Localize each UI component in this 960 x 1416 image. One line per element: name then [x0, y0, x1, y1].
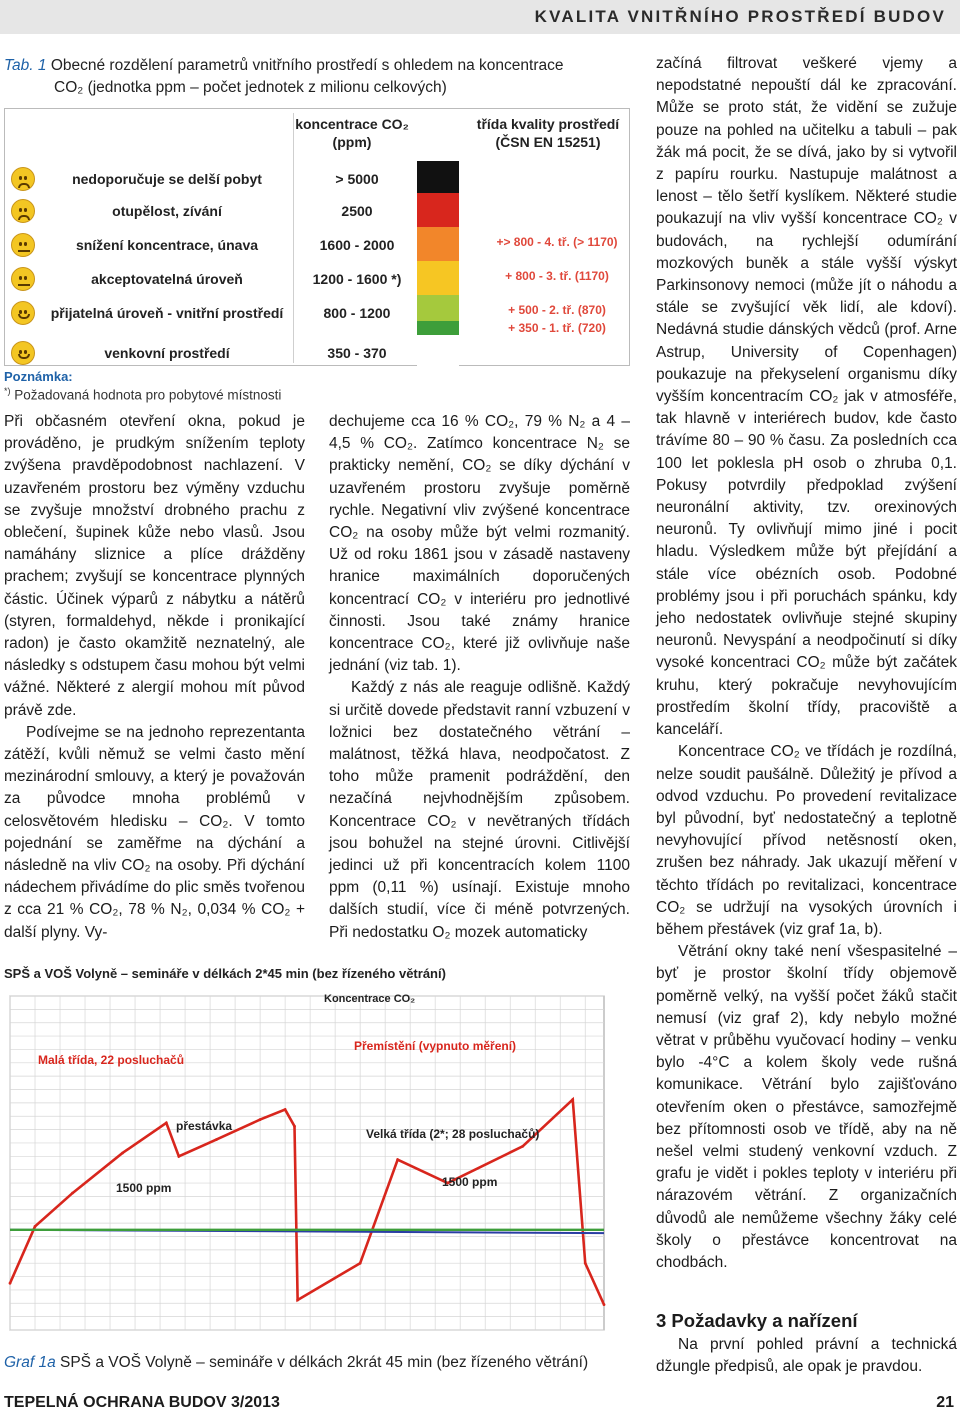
smiley-mouth — [18, 250, 30, 252]
co2-series-point — [165, 1122, 168, 1125]
smiley-happy-icon — [11, 341, 35, 365]
graph-title: SPŠ a VOŠ Volyně – semináře v délkách 2*45 min (bez řízeného větrání) — [4, 966, 446, 981]
co2-series-point — [71, 1192, 74, 1195]
co2-series-point — [521, 1145, 524, 1148]
table-row-label: snížení koncentrace, únava — [75, 237, 259, 253]
table-row-concentration: 350 - 370 — [327, 345, 387, 361]
column-3 — [656, 53, 957, 1274]
col1-paragraph-2: Podívejme se na jednoho reprezentanta zátěží, kvůli němuž se velmi často mění mezinárodní smlouvy, a který je považován za původce mnoha problémů v celosvětovém hledisku – CO₂. V tomto pojednání se zaměřme na dýchání a následně na vliv CO₂ na osoby. Při dýchání nádechem přivádíme do plic směs tvořenou z cca 21 % CO₂, 78 % N₂, 0,034 % CO₂ + další plyny. Vy- — [4, 723, 305, 941]
graph-caption-label: Graf 1a — [4, 1354, 56, 1371]
smiley-mouth — [18, 183, 30, 188]
co2-series-point — [215, 1138, 218, 1141]
table-row-color-swatch — [417, 321, 459, 335]
co2-series-point — [293, 1125, 296, 1128]
smiley-sad-icon — [11, 199, 35, 223]
table-row-concentration: > 5000 — [335, 171, 379, 187]
ann-break: přestávka — [176, 1119, 233, 1133]
table-row-concentration: 1200 - 1600 *) — [312, 271, 402, 287]
col-head-class: třída kvality prostředí (ČSN EN 15251) — [476, 116, 620, 150]
co2-table — [4, 108, 630, 366]
section-text: Na první pohled právní a technická džungle předpisů, ale opak je pravdou. — [656, 1336, 957, 1376]
ann-limit-2: 1500 ppm — [442, 1175, 498, 1189]
table-row-color-swatch — [417, 227, 459, 261]
table-caption — [4, 55, 634, 99]
table-row-label: otupělost, zívání — [112, 203, 222, 219]
smiley-mouth — [18, 284, 30, 286]
col2-paragraph-1: dechujeme cca 16 % CO₂, 79 % N₂ a 4 – 4,5 % CO₂. Zatímco koncentrace N₂ se prakticky nemění, CO₂ se díky dýchání v uzavřeném prostoru zvyšuje poměrně rychle. Negativní vliv zvýšené koncentrace CO₂ na osoby může být velmi rozmanitý. Už od roku 1861 jsou v zásadě nastaveny hranice maximálních doporučených koncentrací CO₂ v interiéru pro jednotlivé činnosti. Jsou také známy hranice koncentrace CO₂, které již ovlivňuje naše jednání (viz tab. 1). — [329, 413, 630, 675]
table-label: Tab. 1 — [4, 57, 47, 74]
smiley-mouth — [18, 354, 30, 359]
note-mark: *) — [4, 386, 11, 396]
smiley-happy-icon — [11, 301, 35, 325]
table-row-quality-class: +> 800 - 4. tř. (> 1170) — [496, 235, 618, 249]
smiley-flat-icon — [11, 267, 35, 291]
column-2 — [329, 411, 630, 944]
co2-series-point — [584, 1262, 587, 1265]
column-1 — [4, 411, 305, 944]
co2-series-point — [296, 1299, 299, 1302]
co2-series-point — [284, 1108, 287, 1111]
section-heading: 3 Požadavky a nařízení — [656, 1310, 858, 1331]
table-row-label: přijatelná úroveň - vnitřní prostředí — [50, 305, 284, 321]
table-row-color-swatch — [417, 335, 459, 367]
note-text — [4, 386, 281, 403]
graph-caption — [4, 1354, 588, 1372]
ann-small-room: Malá třída, 22 posluchačů — [38, 1053, 185, 1067]
table-row-concentration: 2500 — [341, 203, 373, 219]
footer-journal: TEPELNÁ OCHRANA BUDOV 3/2013 — [4, 1394, 280, 1411]
co2-graph-svg — [4, 960, 632, 1338]
col-head-concentration: koncentrace CO₂ (ppm) — [295, 116, 409, 150]
co2-series-point — [9, 1282, 12, 1285]
table-caption-line2: CO₂ (jednotka ppm – počet jednotek z milionu celkových) — [54, 79, 447, 96]
table-row-quality-class: + 500 - 2. tř. (870) — [508, 303, 606, 317]
ann-big-room: Velká třída (2*; 28 posluchačů) — [366, 1127, 540, 1141]
table-row-label: venkovní prostředí — [104, 345, 230, 361]
col3-paragraph-3: Větrání okny také není všespasitelné – byť je prostor školní třídy objemově poměrně velký, na vyšší počet žáků stačit nemusí (viz graf 2), kdy nebylo možné větrat v průběhu vyučovací hodiny – venku bylo -4°C a kolem školy vede rušná komunikace. Větrání bylo zajišťováno otevřením oken o přestávce, samozřejmě bez přítomnosti osob ve třídě, aby na ně nešel velmi studený venkovní vzduch. Z grafu je vidět i pokles teploty v interiéru při nárazovém větrání. Z organizačních důvodů ale nemůžeme všechny žáky celé školy o přestávce koncentrovat na chodbách. — [656, 943, 957, 1271]
table-row-color-swatch — [417, 193, 459, 227]
table-row-quality-class: + 800 - 3. tř. (1170) — [505, 269, 609, 283]
footer-page-number: 21 — [936, 1394, 954, 1411]
graph-legend: Koncentrace CO₂ — [324, 993, 416, 1005]
col3-paragraph-2: Koncentrace CO₂ ve třídách je rozdílná, nelze soudit paušálně. Důležitý je přívod a odvod vzduchu. Po provedení revitalizace byl původní, byť nedostatečný a teplotně nevyhovující přívod netěsností oken, zrušen bez náhrady. Jak ukazují měření v těchto třídách po revitalizaci, koncentrace CO₂ se udržují na vysokých úrovních i během přestávek (viz graf 1a, b). — [656, 743, 957, 938]
smiley-sad-icon — [11, 167, 35, 191]
table-row-label: akceptovatelná úroveň — [91, 271, 243, 287]
table-caption-line1: Obecné rozdělení parametrů vnitřního prostředí s ohledem na koncentrace — [46, 57, 564, 74]
co2-series-point — [603, 1303, 606, 1306]
table-divider — [293, 113, 294, 363]
co2-series-point — [177, 1155, 180, 1158]
ann-limit-1: 1500 ppm — [116, 1181, 172, 1195]
note-head: Poznámka: — [4, 369, 73, 384]
co2-series-point — [396, 1158, 399, 1161]
co2-graph — [4, 960, 632, 1338]
header-title: KVALITA VNITŘNÍHO PROSTŘEDÍ BUDOV — [534, 7, 946, 26]
table-row-concentration: 1600 - 2000 — [319, 237, 395, 253]
table-row-concentration: 800 - 1200 — [323, 305, 391, 321]
smiley-flat-icon — [11, 233, 35, 257]
note-body: Požadovaná hodnota pro pobytové místnosti — [10, 387, 282, 403]
graph-caption-text: SPŠ a VOŠ Volyně – semináře v délkách 2krát 45 min (bez řízeného větrání) — [55, 1354, 589, 1371]
col3-paragraph-1: začíná filtrovat veškeré vjemy a nepodstatné nepouští dál ke zpracování. Může se proto stát, že vidění se zužuje pouze na pohled na učitelku a tabuli – pak žák má pocit, že se dívá, jako by si vytvořil z papíru rourku. Nastupuje malátnost a lenost – tělo šetří kyslíkem. Některé studie poukazují na vliv vyšší koncentrace CO₂ v budovách, na rychlejší odumírání mozkových buněk a stále vyšší výskyt Parkinsonovy nemoci (může jít o náhodu a stále se zvyšující věk lidí, ale kdoví). Nedávná studie dánských vědců (prof. Arne Astrup, University of Copenhagen) poukazuje na překyselení organismu díky vyšším koncentracím CO₂ jak v atmosféře, tak hlavně v interiérech budov, kde často trávíme 80 – 90 % času. Za posledních cca 100 let poklesla pH osob o zhruba 0,1. Pokusy potvrdily předpoklad zvýšení neuronální aktivity, tzv. orexinových neuronů. Ty ovlivňují mimo jiné i pocit hladu. Výsledkem může být přejídání a stále více obézních osob. Podobné problémy jsou i při poruchách spánku, kdy jeho nedostatek ovlivňuje stejné skupiny neuronů. Nevyspání a neodpočinutí si díky vysoké koncentraci CO₂ může být začátek kruhu, který pokračuje nevyhovujícím prostředím školní třídy, pracoviště a kanceláří. — [656, 55, 957, 739]
co2-series-point — [121, 1152, 124, 1155]
ann-move: Přemístění (vypnuto měření) — [354, 1039, 517, 1053]
table-row-color-swatch — [417, 261, 459, 295]
table-row-color-swatch — [417, 295, 459, 321]
smiley-mouth — [18, 215, 30, 220]
co2-series-point — [259, 1118, 262, 1121]
co2-series-point — [571, 1098, 574, 1101]
smiley-mouth — [18, 314, 30, 319]
table-row-quality-class: + 350 - 1. tř. (720) — [508, 321, 606, 335]
header-bar — [0, 0, 960, 34]
co2-series-point — [359, 1262, 362, 1265]
col2-paragraph-2: Každý z nás ale reaguje odlišně. Každý si určitě dovede představit ranní vzbuzení v ložnici bez dostatečného větrání – malátnost, těžká hlava, neodpočatost. Z toho může pramenit podráždění, den nezačíná nejvhodnějším způsobem. Koncentrace CO₂ v nevětraných třídách jsou bohužel na stejné úrovni. Citlivější jedinci už při koncentracích kolem 1100 ppm (0,11 %) usínají. Existuje mnoho dalších studií, více či méně potvrzených. Při nedostatku O₂ mozek automaticky — [329, 679, 630, 941]
co2-series-point — [34, 1225, 37, 1228]
table-row-color-swatch — [417, 161, 459, 193]
col1-paragraph-1: Při občasném otevření okna, pokud je prováděno, je prudkým snížením teploty zvýšena pravděpodobnost nachlazení. V uzavřeném prostoru bez výměny vzduchu se zvyšuje množství drobného prachu z oblečení, šupinek kůže nebo vlasů. Jsou namáhány sliznice a plíce drážděny prachem; zvyšují se koncentrace plynných částic. Účinek výparů z nábytku a nátěrů (styren, formaldehyd, někde i pronikající radon) je často okamžitě neznatelný, ale následky s odstupem času mohou být velmi vážné. Některé z alergií mohou mít původ právě zde. — [4, 413, 305, 719]
table-row-label: nedoporučuje se delší pobyt — [72, 171, 262, 187]
